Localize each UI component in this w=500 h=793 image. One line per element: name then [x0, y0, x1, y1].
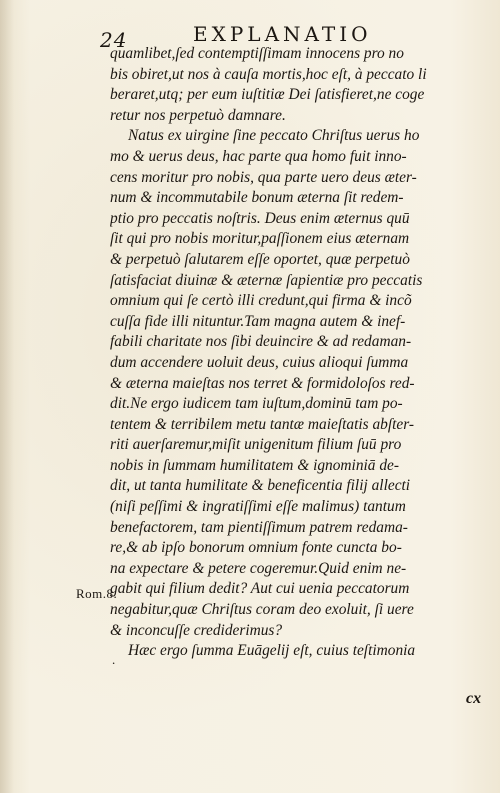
- text-line: dit, ut tanta humilitate & beneficentia filij allecti: [110, 477, 411, 495]
- text-line: cuſſa fide illi nituntur.Tam magna autem & inef-: [110, 312, 406, 330]
- margin-line-mark: .: [112, 652, 116, 667]
- text-line: nobis in ſummam humilitatem & ignominiā de-: [110, 456, 399, 474]
- text-line: & inconcuſſe crediderimus?: [110, 621, 283, 639]
- text-line: tentem & terribilem metu tantæ maieſtatis abſter-: [110, 415, 415, 433]
- text-line: Natus ex uirgine ſine peccato Chriſtus uerus ho: [128, 127, 420, 145]
- body-text: [110, 44, 490, 662]
- text-line: na expectare & petere cogeremur.Quid enim ne-: [110, 559, 407, 577]
- text-line: quamlibet,ſed contemptiſſimam innocens pro no: [110, 45, 404, 62]
- text-line: gabit qui filium dedit? Aut cui uenia peccatorum: [110, 580, 410, 598]
- margin-note-reference: Rom.8.: [76, 586, 118, 601]
- text-line: beraret,utq; per eum iuſtitiæ Dei ſatisfieret,ne coge: [110, 86, 425, 104]
- page-number: 24: [100, 28, 128, 52]
- text-line: re,& ab ipſo bonorum omnium fonte cuncta bo-: [110, 539, 402, 557]
- text-line: Hæc ergo ſumma Euāgelij eſt, cuius teſtimonia: [128, 642, 416, 660]
- text-line: ſit qui pro nobis moritur,paſſionem eius æternam: [110, 230, 410, 248]
- text-line: cens moritur pro nobis, qua parte uero deus æter-: [110, 168, 417, 186]
- text-line: & perpetuò ſalutarem eſſe oportet, quæ perpetuò: [110, 250, 410, 268]
- text-line: negabitur,quæ Chriſtus coram deo exoluit, ſi uere: [110, 601, 414, 619]
- text-line: (niſi peſſimi & ingratiſſimi eſſe malimus) tantum: [110, 498, 406, 516]
- text-line: dum accendere uoluit deus, cuius alioqui ſumma: [110, 353, 409, 371]
- text-line: mo & uerus deus, hac parte qua homo fuit inno-: [110, 147, 407, 165]
- text-line: benefactorem, tam pientiſſimum patrem redama-: [110, 518, 408, 536]
- text-line: omnium qui ſe certò illi credunt,qui firma & incõ: [110, 292, 412, 310]
- catchword: cx: [466, 690, 482, 707]
- text-line: num & incommutabile bonum æterna ſit redem-: [110, 189, 404, 207]
- text-line: & æterna maieſtas nos terret & formidoloſos red-: [110, 374, 415, 392]
- text-line: ptio pro peccatis noſtris. Deus enim æternus quū: [110, 209, 410, 227]
- running-head: EXPLANATIO: [193, 22, 372, 46]
- text-line: riti auerſaremur,miſit unigenitum filium ſuū pro: [110, 436, 402, 454]
- text-line: bis obiret,ut nos à cauſa mortis,hoc eſt, à peccato li: [110, 65, 427, 83]
- text-line: retur nos perpetuò damnare.: [110, 106, 286, 124]
- spine-shadow: [0, 0, 14, 793]
- text-line: fabili charitate nos ſibi deuincire & ad redaman-: [110, 333, 412, 351]
- text-line: ſatisfaciat diuinæ & æternæ ſapientiæ pro peccatis: [110, 271, 423, 289]
- text-line: dit.Ne ergo iudicem tam iuſtum,dominū tam po-: [110, 395, 403, 413]
